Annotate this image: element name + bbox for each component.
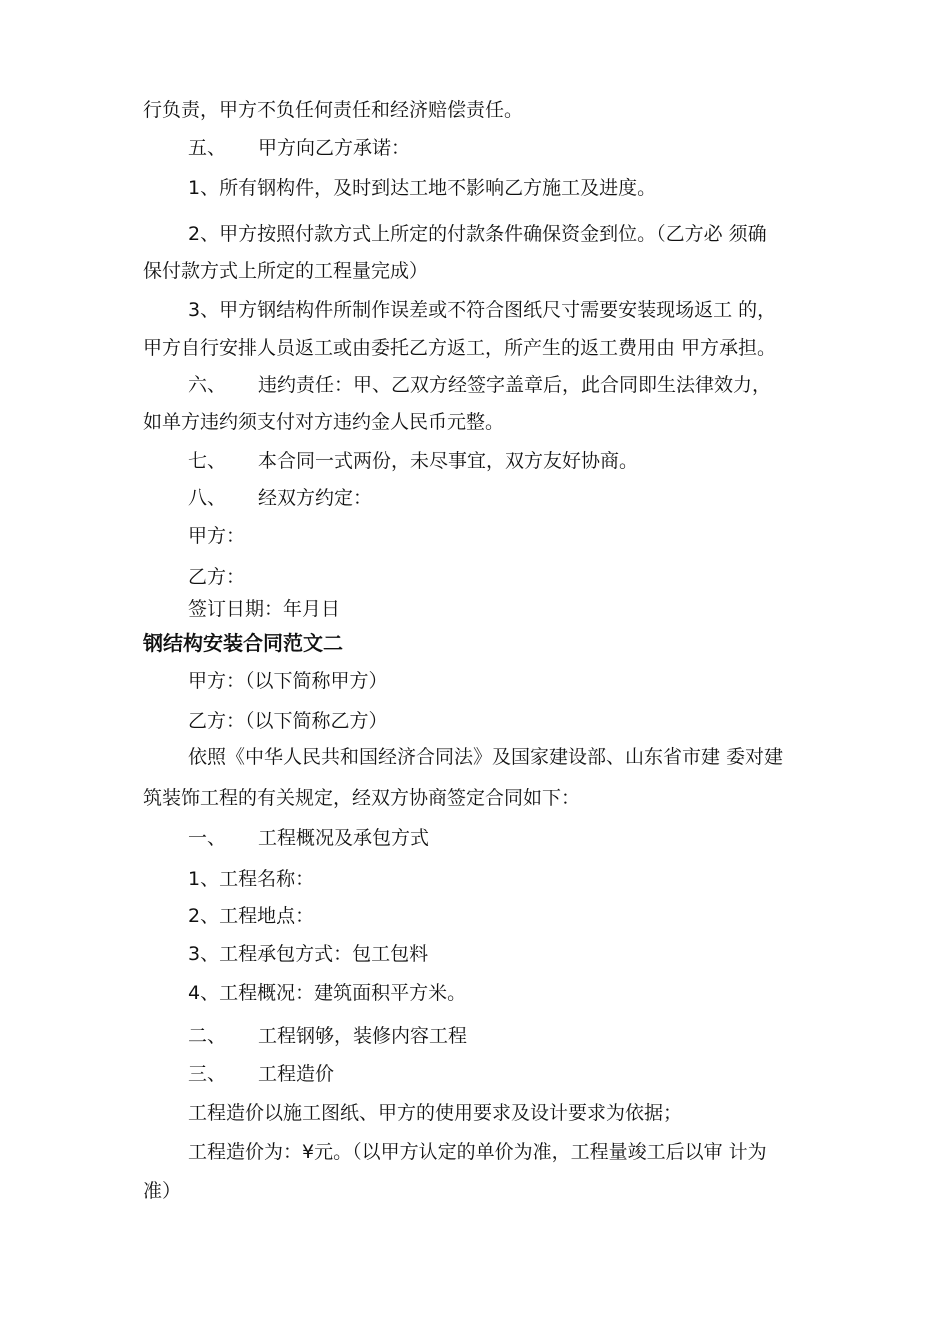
section-number: 七、 bbox=[188, 450, 227, 472]
paragraph-line: 工程造价以施工图纸、甲方的使用要求及设计要求为依据； bbox=[188, 1102, 683, 1124]
section-title: 工程概况及承包方式 bbox=[258, 827, 430, 849]
party-a-line: 甲方： bbox=[188, 525, 246, 547]
paragraph-line: 保付款方式上所定的工程量完成） bbox=[143, 260, 429, 282]
section-three-line bbox=[188, 1062, 888, 1086]
section-number: 一、 bbox=[188, 827, 227, 849]
list-item: 1、工程名称： bbox=[188, 868, 315, 890]
section-number: 六、 bbox=[188, 374, 227, 396]
section-seven-line bbox=[188, 449, 888, 473]
section-six-line bbox=[188, 373, 888, 397]
paragraph-line: 3、甲方钢结构件所制作误差或不符合图纸尺寸需要安装现场返工 的， bbox=[188, 299, 777, 321]
paragraph-line: 2、甲方按照付款方式上所定的付款条件确保资金到位。（乙方必 须确 bbox=[188, 223, 767, 245]
paragraph-line: 1、所有钢构件，及时到达工地不影响乙方施工及进度。 bbox=[188, 177, 657, 199]
party-a-line: 甲方：（以下简称甲方） bbox=[188, 670, 388, 692]
paragraph-line: 行负责，甲方不负任何责任和经济赔偿责任。 bbox=[143, 99, 524, 121]
section-title: 经双方约定： bbox=[258, 487, 373, 509]
section-number: 八、 bbox=[188, 487, 227, 509]
section-one-line bbox=[188, 826, 888, 850]
section-eight-line bbox=[188, 486, 888, 510]
list-item: 2、工程地点： bbox=[188, 905, 315, 927]
section-five-line bbox=[188, 136, 888, 160]
section-number: 三、 bbox=[188, 1063, 227, 1085]
section-title: 甲方向乙方承诺： bbox=[258, 137, 411, 159]
paragraph-line: 依照《中华人民共和国经济合同法》及国家建设部、山东省市建 委对建 bbox=[188, 746, 784, 768]
paragraph-line: 甲方自行安排人员返工或由委托乙方返工，所产生的返工费用由 甲方承担。 bbox=[143, 337, 777, 359]
list-item: 4、工程概况：建筑面积平方米。 bbox=[188, 982, 467, 1004]
section-title: 违约责任：甲、乙双方经签字盖章后，此合同即生法律效力， bbox=[258, 374, 772, 396]
paragraph-line: 如单方违约须支付对方违约金人民币元整。 bbox=[143, 411, 505, 433]
section-title: 本合同一式两份，未尽事宜，双方友好协商。 bbox=[258, 450, 639, 472]
paragraph-line: 工程造价为：¥元。（以甲方认定的单价为准，工程量竣工后以审 计为 bbox=[188, 1141, 767, 1163]
party-b-line: 乙方：（以下简称乙方） bbox=[188, 710, 388, 732]
sign-date-line: 签订日期：年月日 bbox=[188, 598, 341, 620]
paragraph-line: 准） bbox=[143, 1180, 182, 1202]
list-item: 3、工程承包方式：包工包料 bbox=[188, 943, 429, 965]
section-title: 工程造价 bbox=[258, 1063, 335, 1085]
section-number: 五、 bbox=[188, 137, 227, 159]
paragraph-line: 筑装饰工程的有关规定，经双方协商签定合同如下： bbox=[143, 787, 581, 809]
document-heading: 钢结构安装合同范文二 bbox=[143, 631, 343, 655]
section-title: 工程钢够，装修内容工程 bbox=[258, 1025, 468, 1047]
party-b-line: 乙方： bbox=[188, 566, 246, 588]
section-two-line bbox=[188, 1024, 888, 1048]
section-number: 二、 bbox=[188, 1025, 227, 1047]
